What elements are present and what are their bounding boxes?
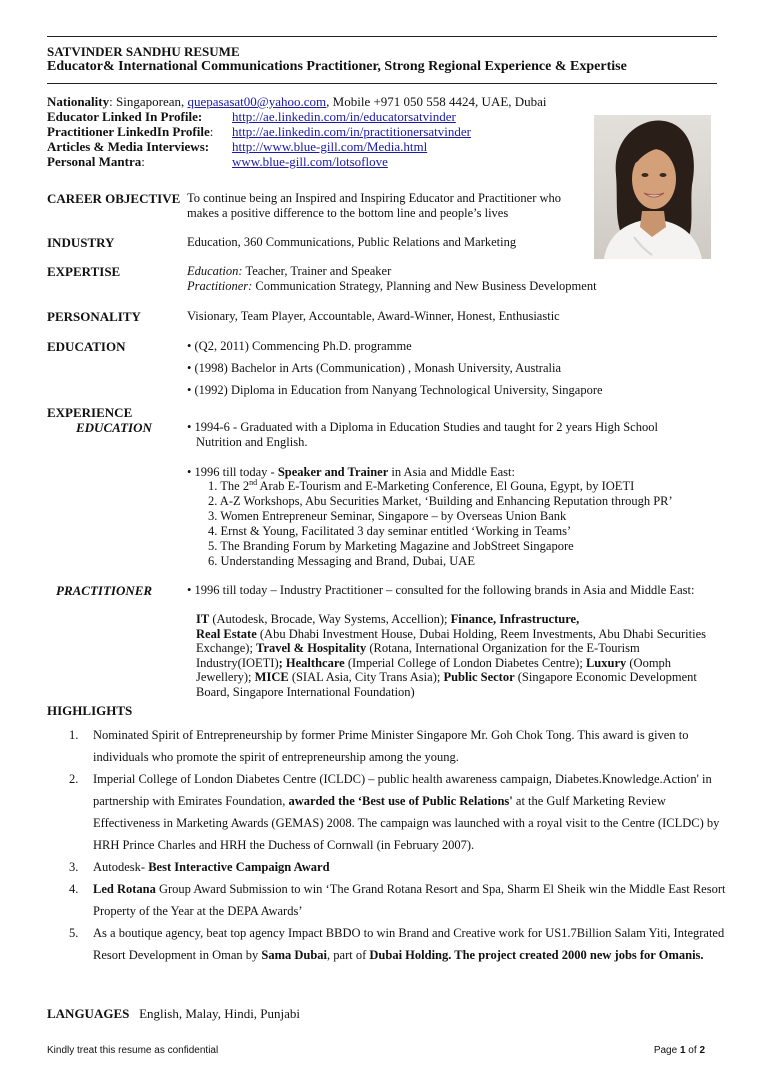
brand-mice-text: (SIAL Asia, City Trans Asia); — [288, 670, 444, 684]
mantra-label-line: Personal Mantra: — [47, 154, 145, 169]
highlight-text: As a boutique agency, beat top agency Impact BBDO to win Brand and Creative work for US1.7Billion Salam Yiti, Integrated Resort Development in Oman by — [93, 926, 725, 962]
highlight-number: 5. — [69, 926, 79, 940]
edu-list1-a: 1. The 2 — [208, 479, 250, 493]
languages-value: English, Malay, Hindi, Punjabi — [139, 1006, 301, 1021]
mantra-link[interactable]: www.blue-gill.com/lotsoflove — [232, 154, 388, 169]
highlight-bold: Led Rotana — [93, 882, 156, 896]
expertise-practitioner-line — [187, 279, 597, 294]
edu-list1-b: Arab E-Tourism and E-Marketing Conference, El Gouna, Egypt, by IOETI — [257, 479, 635, 493]
experience-education-sublabel: EDUCATION — [76, 420, 152, 435]
articles-link[interactable]: http://www.blue-gill.com/Media.html — [232, 139, 428, 154]
highlight-text: Nominated Spirit of Entrepreneurship by former Prime Minister Singapore Mr. Goh Chok Tong. This award is given to individuals who promote the spirit of entrepreneurship among the young. — [93, 728, 689, 764]
brand-luxury-label: Luxury — [585, 655, 627, 670]
resume-name: SATVINDER SANDHU RESUME — [47, 44, 240, 59]
industry-value: Education, 360 Communications, Public Relations and Marketing — [187, 235, 517, 249]
resume-tagline: Educator& International Communications Practitioner, Strong Regional Experience & Expertise — [47, 59, 627, 74]
brand-it-text: (Autodesk, Brocade, Way Systems, Accellion); — [209, 612, 451, 626]
highlight-bold: Dubai Holding. The project created 2000 new jobs for Omanis. — [369, 948, 704, 962]
highlight-bold: Best Interactive Campaign Award — [148, 860, 330, 874]
page-current: 1 — [679, 1045, 686, 1056]
brand-realestate-label: Real Estate — [196, 626, 257, 641]
mantra-label: Personal Mantra — [47, 154, 142, 169]
articles-label: Articles & Media Interviews: — [47, 139, 210, 154]
languages-line — [47, 1006, 300, 1021]
highlight-number: 1. — [69, 728, 79, 742]
languages-label: LANGUAGES — [47, 1006, 130, 1021]
mobile-text: , Mobile +971 050 558 4424, UAE, Dubai — [326, 94, 547, 109]
practitioner-label-line: Practitioner LinkedIn Profile: — [47, 124, 214, 139]
page-prefix: Page — [653, 1045, 680, 1056]
brand-travel-text: (Rotana, International Organization for the E-Tourism Industry(IOETI) — [196, 641, 640, 670]
top-rule — [47, 36, 717, 37]
highlight-number: 4. — [69, 882, 79, 896]
practitioner-label: Practitioner LinkedIn Profile — [47, 124, 210, 139]
highlight-number: 2. — [69, 772, 79, 786]
edu-list-item: 3. Women Entrepreneur Seminar, Singapore – by Overseas Union Bank — [208, 509, 567, 523]
page-mid: of — [685, 1045, 700, 1056]
brands-paragraph — [196, 612, 726, 699]
footer-note: Kindly treat this resume as confidential — [47, 1045, 219, 1056]
edu-list-item: 4. Ernst & Young, Facilitated 3 day seminar entitled ‘Working in Teams’ — [208, 524, 572, 538]
nationality-value: Singaporean, — [116, 94, 185, 109]
highlights-section — [47, 703, 727, 966]
brand-health-label: ; Healthcare — [278, 655, 345, 670]
brand-mice-label: MICE — [254, 670, 289, 684]
brand-public-sector-text: (Singapore Economic Development Board, Singapore International Foundation) — [196, 670, 697, 699]
personality-value: Visionary, Team Player, Accountable, Award-Winner, Honest, Enthusiastic — [187, 309, 560, 323]
edu-list-item: 5. The Branding Forum by Marketing Magazine and JobStreet Singapore — [208, 539, 574, 553]
highlight-bold: Sama Dubai — [261, 948, 328, 962]
education-label: EDUCATION — [47, 339, 126, 354]
brand-realestate-text: (Abu Dhabi Investment House, Dubai Holding, Reem Investments, Abu Dhabi Securities Exchange); — [196, 626, 706, 655]
nationality-label: Nationality — [47, 94, 110, 109]
edu-list-item — [208, 479, 634, 494]
highlight-text: , part of — [327, 948, 370, 962]
industry-label: INDUSTRY — [47, 235, 115, 250]
highlight-item — [47, 878, 727, 922]
profile-photo — [594, 115, 711, 259]
edu-bullet1-line1: • 1994-6 - Graduated with a Diploma in Education Studies and taught for 2 years High School — [187, 420, 658, 434]
highlight-number: 3. — [69, 860, 79, 874]
experience-practitioner-sublabel: PRACTITIONER — [56, 583, 153, 598]
highlight-item — [47, 768, 727, 856]
expertise-education-label: Education: — [187, 264, 243, 278]
edu-bullet1-line2: Nutrition and English. — [196, 435, 308, 449]
expertise-education-line — [187, 264, 391, 279]
brand-luxury-text: (Oomph Jewellery); — [196, 655, 672, 684]
highlight-item — [47, 724, 727, 768]
header-rule — [47, 83, 717, 84]
edu-list-item: 2. A-Z Workshops, Abu Securities Market, ‘Building and Enhancing Reputation through PR’ — [208, 494, 673, 508]
profile-photo-drawing — [594, 115, 711, 259]
highlight-text: at the Gulf Marketing Review Effectiveness in Marketing Awards (GEMAS) 2008. The campaign was launched with a royal visit to the Centre (ICLDC) by HRH Prince Charles and HRH the Duchess of Cornwall (in February 2007). — [93, 794, 720, 852]
highlight-bold: awarded the ‘Best use of Public Relations' — [288, 794, 513, 808]
brand-public-sector-label: Public Sector — [443, 670, 515, 684]
email-link[interactable]: quepasasat00@yahoo.com — [187, 94, 327, 109]
brand-finance-label: Finance, Infrastructure, — [450, 612, 580, 626]
practitioner-linkedin-link[interactable]: http://ae.linkedin.com/in/practitionersatvinder — [232, 124, 471, 139]
expertise-practitioner-label: Practitioner: — [187, 279, 253, 293]
career-objective-line2: makes a positive difference to the bottom line and people’s lives — [187, 206, 509, 220]
edu-bullet2-bold: Speaker and Trainer — [277, 465, 389, 479]
highlight-text: Imperial College of London Diabetes Centre (ICLDC) – public health awareness campaign, Diabetes.Knowledge.Action' in partnership with Emirates Foundation, — [93, 772, 712, 808]
nationality-line: Nationality: Singaporean, quepasasat00@yahoo.com, Mobile +971 050 558 4424, UAE, Dubai — [47, 94, 547, 109]
expertise-label: EXPERTISE — [47, 264, 121, 279]
education-item: • (1998) Bachelor in Arts (Communication) , Monash University, Australia — [187, 361, 561, 375]
experience-label: EXPERIENCE — [47, 405, 133, 420]
expertise-education-value: Teacher, Trainer and Speaker — [242, 264, 392, 278]
highlight-text: Group Award Submission to win ‘The Grand Rotana Resort and Spa, Sharm El Sheik win the Middle East Resort Property of the Year at the DEPA Awards’ — [93, 882, 726, 918]
education-item: • (1992) Diploma in Education from Nanyang Technological University, Singapore — [187, 383, 603, 397]
educator-label: Educator Linked In Profile: — [47, 109, 203, 124]
educator-linkedin-link[interactable]: http://ae.linkedin.com/in/educatorsatvinder — [232, 109, 456, 124]
edu-bullet2 — [187, 465, 515, 480]
highlights-label: HIGHLIGHTS — [47, 703, 133, 718]
brand-travel-label: Travel & Hospitality — [256, 641, 367, 655]
footer-page-number — [654, 1045, 705, 1056]
education-item: • (Q2, 2011) Commencing Ph.D. programme — [187, 339, 412, 353]
edu-bullet2-prefix: • 1996 till today - — [187, 465, 278, 479]
highlight-item — [47, 856, 727, 878]
personality-label: PERSONALITY — [47, 309, 141, 324]
edu-list-item: 6. Understanding Messaging and Brand, Dubai, UAE — [208, 554, 475, 568]
edu-list1-sup: nd — [249, 477, 258, 487]
career-objective-label: CAREER OBJECTIVE — [47, 191, 181, 206]
brand-it-label: IT — [196, 612, 210, 626]
career-objective-line1: To continue being an Inspired and Inspiring Educator and Practitioner who — [187, 191, 562, 205]
practitioner-bullet: • 1996 till today – Industry Practitioner – consulted for the following brands in Asia and Middle East: — [187, 583, 695, 597]
highlight-text: Autodesk- — [93, 860, 149, 874]
expertise-practitioner-value: Communication Strategy, Planning and New Business Development — [252, 279, 597, 293]
edu-bullet2-suffix: in Asia and Middle East: — [388, 465, 515, 479]
highlight-item — [47, 922, 727, 966]
brand-health-text: (Imperial College of London Diabetes Centre); — [344, 655, 586, 670]
page-total: 2 — [699, 1045, 705, 1056]
